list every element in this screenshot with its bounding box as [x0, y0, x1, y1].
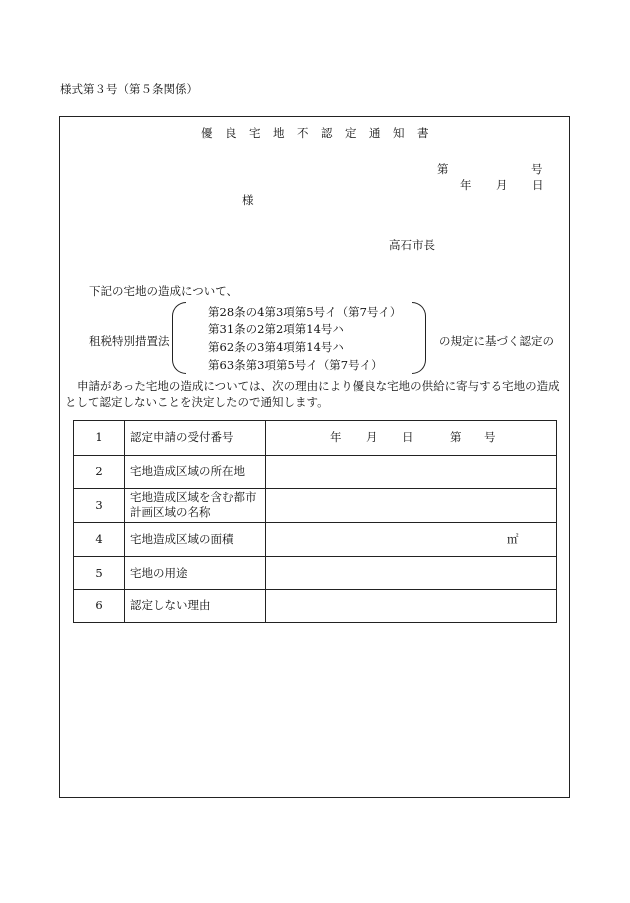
body-line-1: 申請があった宅地の造成については、次の理由により優良な宅地の供給に寄与する宅地の造成 — [77, 379, 560, 393]
row-label: 認定申請の受付番号 — [130, 430, 234, 444]
row-label: 認定しない理由 — [130, 598, 211, 612]
receipt-day: 日 — [402, 430, 414, 444]
row-label: 宅地造成区域の所在地 — [130, 464, 245, 478]
number-suffix: 号 — [531, 162, 543, 176]
body-line-2: として認定しないことを決定したので通知します。 — [65, 395, 329, 409]
law-item: 第28条の4第3項第5号イ（第7号イ） — [208, 305, 402, 319]
details-table — [73, 420, 557, 623]
row-label-continued: 計画区域の名称 — [130, 505, 211, 519]
row-number: 4 — [95, 532, 103, 546]
row-number: 6 — [95, 598, 103, 612]
date-month: 月 — [496, 178, 508, 192]
row-number: 3 — [95, 498, 103, 512]
date-year: 年 — [460, 178, 472, 192]
document-title: 優 良 宅 地 不 認 定 通 知 書 — [201, 126, 429, 140]
row-number: 1 — [95, 430, 103, 444]
law-item: 第62条の3第4項第14号ハ — [208, 340, 344, 354]
left-brace — [172, 302, 186, 374]
form-label: 様式第３号（第５条関係） — [60, 82, 198, 96]
row-label: 宅地造成区域の面積 — [130, 532, 234, 546]
receipt-number-suffix: 号 — [484, 430, 496, 444]
receipt-month: 月 — [366, 430, 378, 444]
row-label: 宅地造成区域を含む都市 — [130, 490, 257, 504]
area-unit: ㎡ — [507, 532, 519, 546]
number-prefix: 第 — [437, 162, 449, 176]
table-row-divider — [74, 522, 556, 523]
receipt-year: 年 — [330, 430, 342, 444]
addressee-suffix: 様 — [242, 193, 254, 207]
date-day: 日 — [532, 178, 544, 192]
table-row-divider — [74, 488, 556, 489]
intro-text: 下記の宅地の造成について、 — [89, 284, 239, 298]
law-item: 第63条第3項第5号イ（第7号イ） — [208, 358, 383, 372]
issuer-name: 高石市長 — [389, 238, 435, 252]
law-name: 租税特別措置法 — [89, 334, 170, 348]
row-number: 2 — [95, 464, 103, 478]
law-item: 第31条の2第2項第14号ハ — [208, 322, 344, 336]
table-row-divider — [74, 455, 556, 456]
table-row-divider — [74, 556, 556, 557]
right-brace — [412, 302, 426, 374]
law-suffix: の規定に基づく認定の — [439, 334, 554, 348]
row-number: 5 — [95, 566, 103, 580]
table-row-divider — [74, 589, 556, 590]
row-label: 宅地の用途 — [130, 566, 188, 580]
receipt-number-prefix: 第 — [450, 430, 462, 444]
